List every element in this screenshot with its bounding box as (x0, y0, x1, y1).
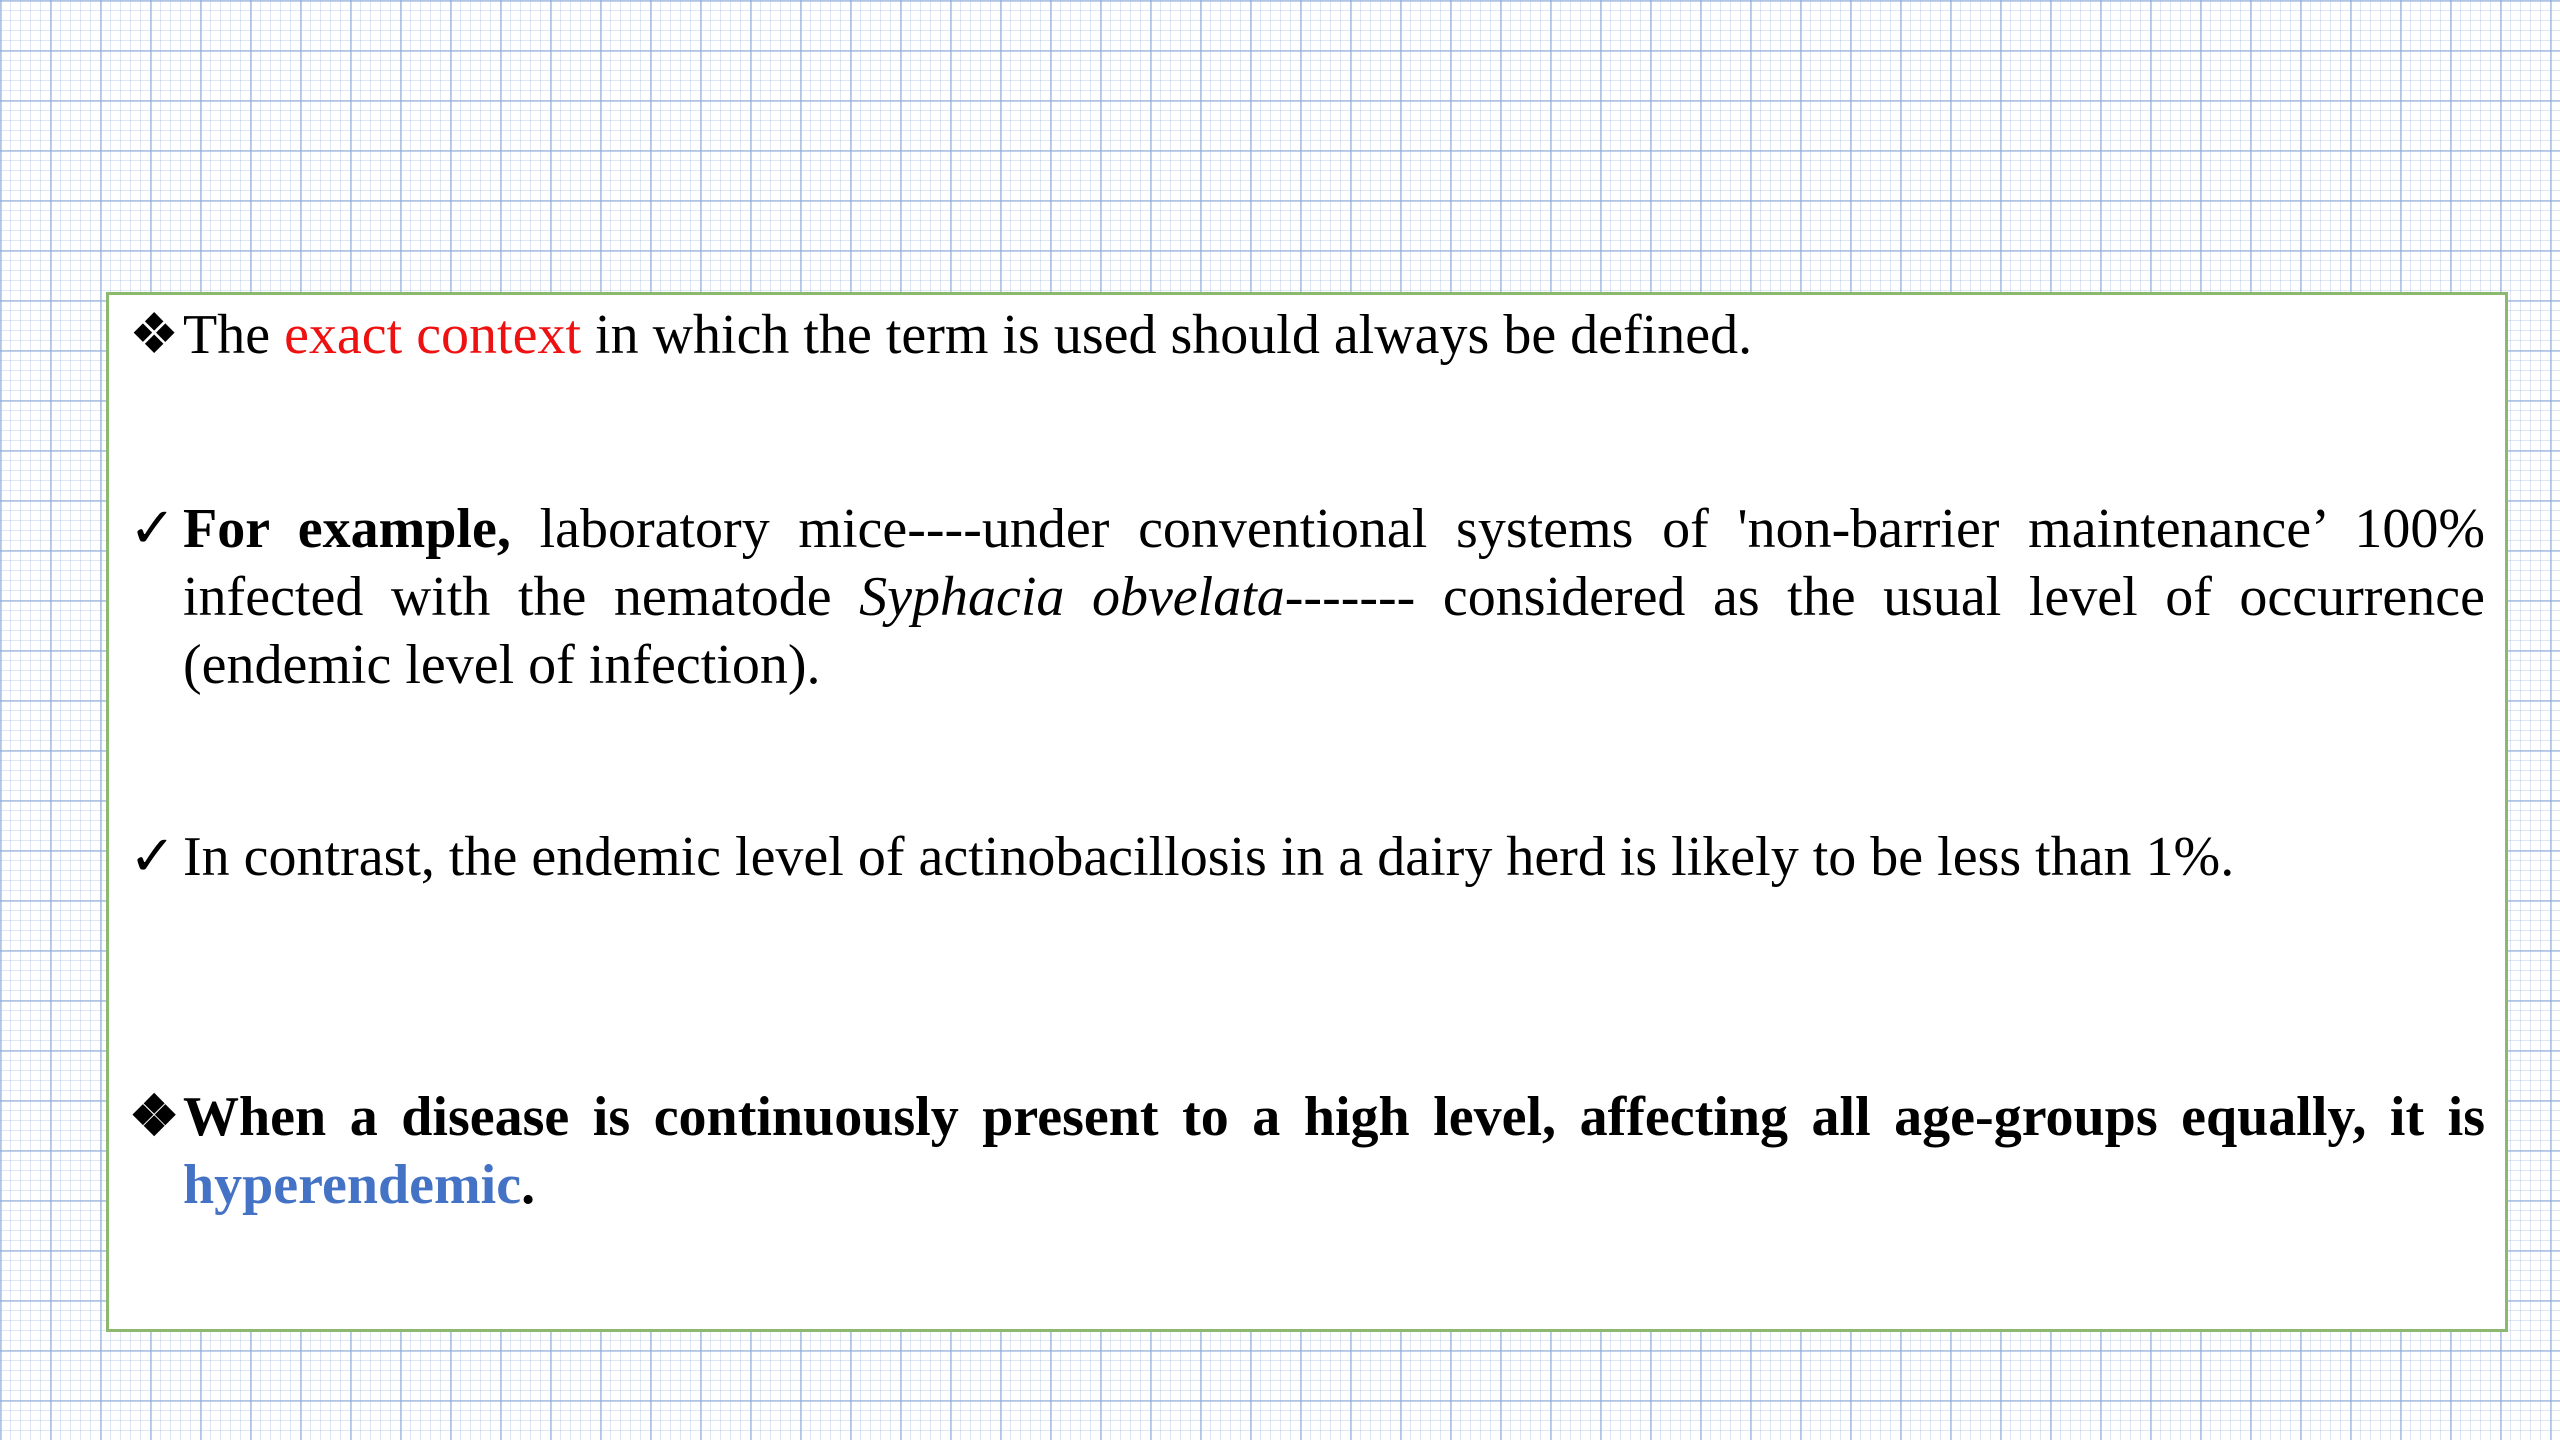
paragraph-text: In contrast, the endemic level of actinobacillosis in a dairy herd is likely to be less than 1%. (183, 826, 2235, 888)
checkmark-icon: ✓ (129, 826, 176, 888)
species-name: Syphacia obvelata (859, 566, 1285, 628)
diamond-star-icon: ❖ (129, 304, 180, 366)
checkmark-icon: ✓ (129, 498, 176, 560)
paragraph-text (129, 495, 2485, 699)
bullet-paragraph-exact-context (129, 301, 2485, 369)
bullet-paragraph-hyperendemic (129, 1083, 2485, 1219)
text-segment: The (183, 304, 285, 366)
diamond-star-icon: ❖ (129, 1086, 180, 1148)
text-segment: laboratory mice----under conventional systems of 'non-barrier maintenance’ 100% infected with the nematode (183, 498, 2485, 628)
bullet-paragraph-example (129, 495, 2485, 699)
text-segment: . (521, 1154, 536, 1216)
text-segment: When a disease is continuously present to a high level, affecting all age-groups equally, it is (183, 1086, 2485, 1148)
highlight-hyperendemic: hyperendemic (183, 1154, 522, 1216)
text-segment: ------- considered as the usual level of occurrence (endemic level of infection). (183, 566, 2485, 696)
bullet-paragraph-contrast (129, 823, 2485, 891)
content-box (106, 292, 2508, 1332)
paragraph-text (129, 301, 2485, 369)
highlight-exact-context: exact context (284, 304, 582, 366)
paragraph-text (129, 1083, 2485, 1219)
text-segment: in which the term is used should always be defined. (581, 304, 1753, 366)
lead-text: For example, (183, 498, 511, 560)
